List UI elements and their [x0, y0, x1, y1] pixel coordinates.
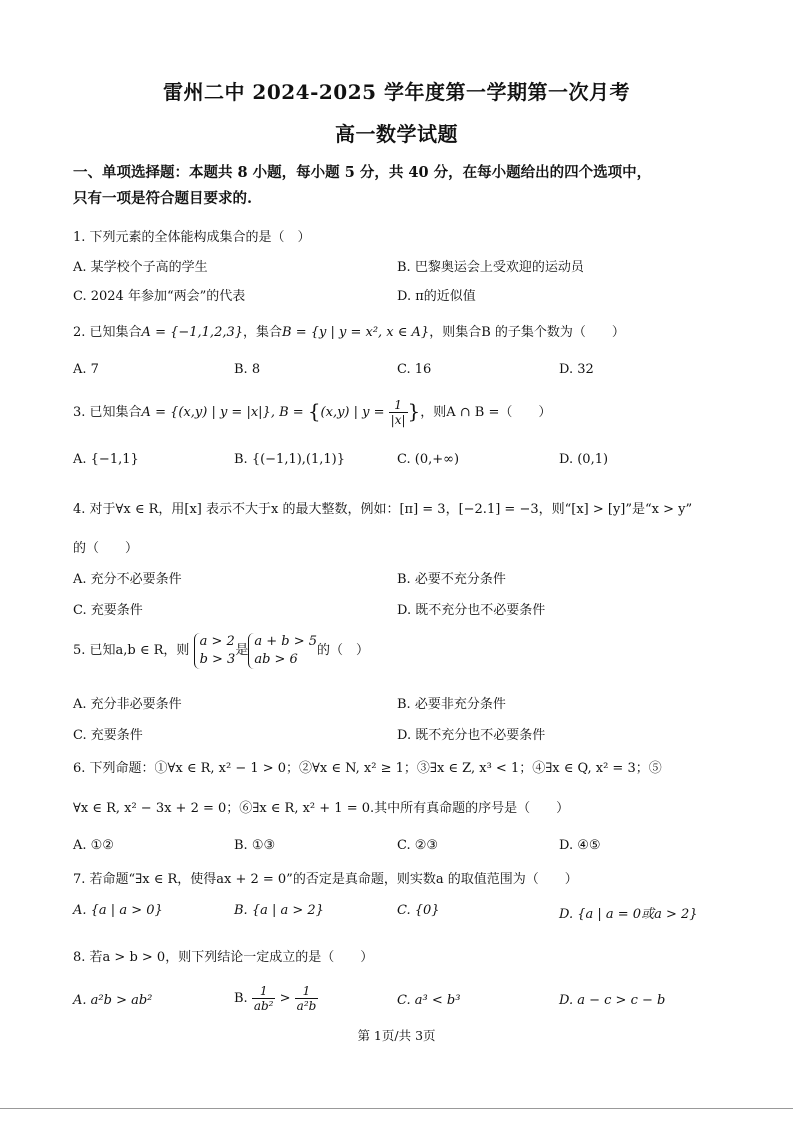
q3-brace-right: } — [407, 399, 421, 423]
q7-stem: 7. 若命题“∃x ∈ R，使得ax + 2 = 0”的否定是真命题，则实数a 的取值范围为（ ） — [73, 872, 578, 887]
q3-fraction-num: 1 — [389, 398, 408, 413]
q2-set-b: B = {y | y = x², x ∈ A} — [282, 325, 430, 340]
q5-option-b: B. 必要非充分条件 — [397, 697, 506, 712]
q5-stem — [73, 630, 369, 672]
q5-option-d: D. 既不充分也不必要条件 — [397, 728, 546, 743]
q7-option-d: D. {a | a = 0或a > 2} — [559, 907, 698, 922]
q4-option-d: D. 既不充分也不必要条件 — [397, 603, 546, 618]
q2-set-a: A = {−1,1,2,3} — [141, 325, 244, 340]
section-heading — [73, 160, 733, 212]
q3-fraction-den: |x| — [390, 413, 406, 427]
section-heading-line2: 只有一项是符合题目要求的. — [73, 190, 253, 207]
q3-stem-post: ，则A ∩ B =（ ） — [420, 405, 552, 420]
q5-stem-post: 的（ ） — [317, 643, 370, 658]
q8-option-d: D. a − c > c − b — [559, 993, 666, 1008]
bottom-divider — [0, 1108, 793, 1109]
q5-system-1-line-a: a > 2 — [199, 633, 235, 649]
q7-option-a: A. {a | a > 0} — [73, 903, 163, 918]
q2-stem — [73, 321, 625, 340]
q8-stem: 8. 若a > b > 0，则下列结论一定成立的是（ ） — [73, 950, 374, 965]
q2-stem-post: ，则集合B 的子集个数为（ ） — [429, 325, 625, 340]
q8-b-f2-num: 1 — [295, 984, 319, 999]
exam-title: 雷州二中 2024-2025 学年度第一学期第一次月考 — [162, 80, 631, 104]
q3-set-a: A = {(x,y) | y = |x|}, B = — [141, 405, 304, 420]
q3-fraction — [389, 398, 408, 427]
q3-option-d: D. (0,1) — [559, 452, 609, 467]
q3-option-c: C. (0,+∞) — [397, 452, 460, 467]
q1-stem: 1. 下列元素的全体能构成集合的是（ ） — [73, 230, 311, 245]
q1-option-b: B. 巴黎奥运会上受欢迎的运动员 — [397, 260, 584, 275]
q3-option-a: A. {−1,1} — [73, 452, 139, 467]
q2-stem-pre: 2. 已知集合 — [73, 325, 142, 340]
q8-option-b-fraction-1 — [252, 984, 276, 1013]
q6-option-a: A. ①② — [73, 838, 114, 853]
q5-system-2-line-a: a + b > 5 — [254, 633, 317, 649]
q7-option-b: B. {a | a > 2} — [234, 903, 324, 918]
q8-option-a: A. a²b > ab² — [73, 993, 153, 1008]
section-heading-line1: 一、单项选择题：本题共 8 小题，每小题 5 分，共 40 分，在每小题给出的四个选项中， — [73, 164, 652, 181]
q7-option-c: C. {0} — [397, 903, 440, 918]
q4-option-a: A. 充分不必要条件 — [73, 572, 182, 587]
q4-option-c: C. 充要条件 — [73, 603, 143, 618]
q4-option-b: B. 必要不充分条件 — [397, 572, 506, 587]
q1-option-a: A. 某学校个子高的学生 — [73, 260, 208, 275]
q3-stem — [73, 394, 551, 430]
q3-stem-pre: 3. 已知集合 — [73, 405, 142, 420]
q5-system-2-line-b: ab > 6 — [254, 651, 298, 667]
q5-system-1 — [194, 633, 236, 669]
q5-stem-mid: 是 — [235, 643, 249, 658]
q6-option-c: C. ②③ — [397, 838, 439, 853]
q5-stem-pre: 5. 已知a,b ∈ R，则 — [73, 643, 190, 658]
q2-stem-mid: ，集合 — [243, 325, 283, 340]
q2-option-c: C. 16 — [397, 362, 432, 377]
q2-option-a: A. 7 — [73, 362, 99, 377]
exam-subtitle: 高一数学试题 — [335, 122, 458, 146]
q1-option-c: C. 2024 年参加“两会”的代表 — [73, 289, 246, 304]
q5-option-c: C. 充要条件 — [73, 728, 143, 743]
q3-set-b-left: (x,y) | y = — [320, 405, 385, 420]
q8-option-b-fraction-2 — [295, 984, 319, 1013]
q2-option-b: B. 8 — [234, 362, 261, 377]
q3-option-b: B. {(−1,1),(1,1)} — [234, 452, 346, 467]
q8-b-f1-num: 1 — [252, 984, 276, 999]
q8-option-b — [234, 981, 318, 1017]
q3-brace-left: { — [307, 399, 321, 423]
q8-option-b-label: B. — [234, 991, 248, 1006]
q8-b-f2-den: a²b — [296, 999, 317, 1013]
q8-b-f1-den: ab² — [253, 999, 274, 1013]
q5-system-2 — [248, 633, 317, 669]
q8-option-b-relation: > — [279, 991, 291, 1006]
q5-option-a: A. 充分非必要条件 — [73, 697, 182, 712]
q8-option-c: C. a³ < b³ — [397, 993, 461, 1008]
page-number: 第 1页/共 3页 — [357, 1028, 436, 1043]
q4-stem-cont: 的（ ） — [73, 541, 139, 556]
q2-option-d: D. 32 — [559, 362, 594, 377]
q5-system-1-line-b: b > 3 — [199, 651, 236, 667]
q6-stem: 6. 下列命题：①∀x ∈ R, x² − 1 > 0；②∀x ∈ N, x² ≥ 1；③∃x ∈ Z, x³ < 1；④∃x ∈ Q, x² = 3；⑤ — [73, 761, 662, 776]
q6-option-d: D. ④⑤ — [559, 838, 601, 853]
q4-stem: 4. 对于∀x ∈ R，用[x] 表示不大于x 的最大整数，例如：[π] = 3，[−2.1] = −3，则“[x] > [y]”是“x > y” — [73, 502, 693, 517]
q6-stem-cont: ∀x ∈ R, x² − 3x + 2 = 0；⑥∃x ∈ R, x² + 1 = 0.其中所有真命题的序号是（ ） — [73, 801, 570, 816]
q1-option-d: D. π的近似值 — [397, 289, 476, 304]
q6-option-b: B. ①③ — [234, 838, 276, 853]
